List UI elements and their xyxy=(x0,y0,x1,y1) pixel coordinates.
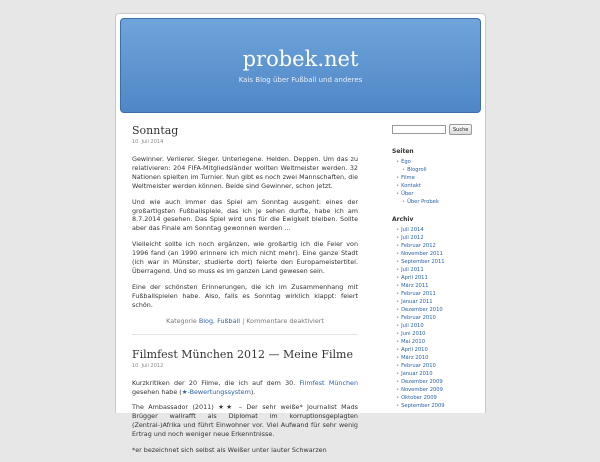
subpages-list xyxy=(396,166,478,174)
pages-widget-title: Seiten xyxy=(392,148,414,155)
archive-item[interactable] xyxy=(396,402,478,410)
bullet-icon: • xyxy=(396,275,400,281)
bullet-icon: • xyxy=(396,251,400,257)
bullet-icon: • xyxy=(396,283,400,289)
archive-link[interactable]: April 2011 xyxy=(401,275,428,281)
bullet-icon: • xyxy=(396,339,400,345)
archive-link[interactable]: November 2011 xyxy=(401,251,443,257)
text-segment: gesehen habe ( xyxy=(132,387,182,396)
post-divider xyxy=(132,334,358,335)
archive-item[interactable] xyxy=(396,234,478,242)
archive-item[interactable] xyxy=(396,354,478,362)
rating-system-link[interactable]: ★-Bewertungssystem xyxy=(181,387,251,396)
page-link[interactable]: Ego xyxy=(401,159,411,165)
subpages-list xyxy=(396,198,478,206)
archive-link[interactable]: Februar 2010 xyxy=(401,363,436,369)
bullet-icon: • xyxy=(396,259,400,265)
archive-item[interactable] xyxy=(396,338,478,346)
archive-item[interactable] xyxy=(396,282,478,290)
archive-link[interactable]: Dezember 2010 xyxy=(401,307,443,313)
bullet-icon: • xyxy=(396,379,400,385)
bullet-icon: • xyxy=(396,363,400,369)
archive-link[interactable]: Juli 2010 xyxy=(401,323,424,329)
archive-item[interactable] xyxy=(396,266,478,274)
archive-link[interactable]: September 2011 xyxy=(401,259,445,265)
archive-item[interactable] xyxy=(396,314,478,322)
archive-link[interactable]: Juli 2014 xyxy=(401,227,424,233)
archive-item[interactable] xyxy=(396,290,478,298)
page-link[interactable]: Kontakt xyxy=(401,183,421,189)
search-button[interactable]: Suche xyxy=(449,124,472,135)
page-item-kontakt[interactable] xyxy=(396,182,478,190)
bullet-icon: • xyxy=(396,355,400,361)
post-paragraph: Vielleicht sollte ich noch ergänzen, wie großartig ich die Feier von 1996 fand (an 1990 erinnere ich mich nicht mehr). Eine ganze Stadt (ich war in Münster, studierte dort) feierte den Europameistertitel. Überragend. Und so muss es im ganzen Land gewesen sein. xyxy=(132,240,358,275)
page-link[interactable]: Über xyxy=(401,191,414,197)
site-description: Kais Blog über Fußball und anderes xyxy=(238,76,363,84)
pages-list xyxy=(392,158,478,206)
page-item-ueber-probek[interactable] xyxy=(402,198,478,206)
page-item-ego[interactable] xyxy=(396,158,478,174)
category-label: Kategorie xyxy=(166,316,197,325)
post-paragraph: The Ambassador (2011) ★★ – Der sehr weiße* Journalist Mads Brügger wallrafft als Diplomat im korruptionsgeplagten (Zentral-)Afrika und führt Einwohner vor. Viel Aufwand für sehr wenig Ertrag und noch weniger neue Erkenntnisse. xyxy=(132,403,358,439)
archive-item[interactable] xyxy=(396,250,478,258)
post-meta xyxy=(132,317,358,325)
bullet-icon: • xyxy=(396,291,400,297)
archive-item[interactable] xyxy=(396,242,478,250)
sidebar xyxy=(392,124,478,420)
post xyxy=(132,348,358,455)
archive-link[interactable]: Januar 2011 xyxy=(401,299,433,305)
post-date: 10. Juli 2012 xyxy=(132,362,164,369)
post xyxy=(132,124,358,325)
bullet-icon: • xyxy=(396,403,400,409)
page-item-blogroll[interactable] xyxy=(402,166,478,174)
archive-link[interactable]: September 2009 xyxy=(401,403,445,409)
archive-link[interactable]: Oktober 2009 xyxy=(401,395,437,401)
page-link[interactable]: Blogroll xyxy=(407,167,427,173)
category-link-blog[interactable]: Blog xyxy=(198,316,214,325)
archive-item[interactable] xyxy=(396,346,478,354)
archive-link[interactable]: März 2011 xyxy=(401,283,429,289)
main-content xyxy=(132,124,358,462)
archive-item[interactable] xyxy=(396,378,478,386)
archive-item[interactable] xyxy=(396,298,478,306)
page-item-filme[interactable] xyxy=(396,174,478,182)
archive-link[interactable]: Februar 2010 xyxy=(401,315,436,321)
archive-list xyxy=(392,226,478,410)
category-link-fussball[interactable]: Fußball xyxy=(217,316,241,325)
archive-widget-title: Archiv xyxy=(392,216,414,223)
bullet-icon: • xyxy=(396,307,400,313)
site-header xyxy=(120,18,481,113)
bullet-icon: • xyxy=(396,387,400,393)
bullet-icon: • xyxy=(402,167,406,173)
post-title[interactable]: Sonntag xyxy=(132,124,179,137)
page-item-ueber[interactable] xyxy=(396,190,478,206)
search-input[interactable] xyxy=(392,125,446,134)
archive-item[interactable] xyxy=(396,322,478,330)
archive-link[interactable]: März 2010 xyxy=(401,355,429,361)
bullet-icon: • xyxy=(396,235,400,241)
archive-item[interactable] xyxy=(396,258,478,266)
filmfest-link[interactable]: Filmfest München xyxy=(299,378,358,387)
archive-item[interactable] xyxy=(396,330,478,338)
bullet-icon: • xyxy=(396,175,400,181)
archive-link[interactable]: Januar 2010 xyxy=(401,371,433,377)
bullet-icon: • xyxy=(396,331,400,337)
bullet-icon: • xyxy=(396,183,400,189)
archive-link[interactable]: Mai 2010 xyxy=(401,339,426,345)
archive-link[interactable]: Dezember 2009 xyxy=(401,379,443,385)
bullet-icon: • xyxy=(396,243,400,249)
archive-link[interactable]: November 2009 xyxy=(401,387,443,393)
archive-item[interactable] xyxy=(396,226,478,234)
page-container xyxy=(115,13,486,455)
archive-link[interactable]: Juni 2010 xyxy=(401,331,426,337)
bullet-icon: • xyxy=(396,299,400,305)
archive-link[interactable]: Juli 2011 xyxy=(401,267,424,273)
archive-item[interactable] xyxy=(396,306,478,314)
bullet-icon: • xyxy=(402,199,406,205)
bullet-icon: • xyxy=(396,347,400,353)
post-paragraph: Und wie auch immer das Spiel am Sonntag ausgeht: eines der großartigsten Fußballspiele, das ich je sehen durfte, habe ich am 8.7.2014 gesehen. Das Spiel wird uns für die Ewigkeit bleiben. Sollte aber das Finale am Sonntag gewonnen werden … xyxy=(132,197,358,233)
bullet-icon: • xyxy=(396,227,400,233)
post-date: 10. Juli 2014 xyxy=(132,139,164,145)
post-paragraph xyxy=(132,379,358,397)
archive-link[interactable]: Juli 2012 xyxy=(401,235,424,241)
archive-item[interactable] xyxy=(396,274,478,282)
bullet-icon: • xyxy=(396,159,400,165)
post-paragraph: *er bezeichnet sich selbst als Weißer unter lauter Schwarzen xyxy=(132,446,327,455)
page-link[interactable]: Filme xyxy=(401,175,415,181)
category-separator: , xyxy=(213,316,216,325)
archive-item[interactable] xyxy=(396,386,478,394)
archive-item[interactable] xyxy=(396,370,478,378)
archive-link[interactable]: April 2010 xyxy=(401,347,428,353)
archive-link[interactable]: Februar 2011 xyxy=(401,291,436,297)
site-title[interactable]: probek.net xyxy=(242,47,359,71)
bullet-icon: • xyxy=(396,371,400,377)
bullet-icon: • xyxy=(396,323,400,329)
post-title[interactable]: Filmfest München 2012 — Meine Filme xyxy=(132,347,353,361)
comments-status: | Kommentare deaktiviert xyxy=(242,316,324,325)
post-body xyxy=(132,379,358,455)
archive-item[interactable] xyxy=(396,394,478,402)
search-form xyxy=(392,124,478,135)
bullet-icon: • xyxy=(396,267,400,273)
bullet-icon: • xyxy=(396,191,400,197)
post-body xyxy=(132,155,358,310)
archive-item[interactable] xyxy=(396,362,478,370)
post-paragraph: Eine der schönsten Erinnerungen, die ich im Zusammenhang mit Fußballspielen habe. Also, falls es Sonntag wirklich klappt: feiert schön. xyxy=(132,282,358,309)
page-link[interactable]: Über Probek xyxy=(407,199,439,205)
text-segment: Kurzkritiken der 20 Filme, die ich auf dem 30. xyxy=(132,378,296,387)
text-segment: ). xyxy=(250,387,256,396)
bullet-icon: • xyxy=(396,315,400,321)
post-paragraph: Gewinner. Verlierer. Sieger. Unterlegene. Helden. Deppen. Um das zu relativieren: 204 FIFA-Mitgliedsländer wollten Weltmeister werden. 32 Nationen spielten im Turnier. Nun gibt es noch zwei Mannschaften, die Weltmeister werden können. Beide sind Gewinner, schon jetzt. xyxy=(132,155,358,190)
bullet-icon: • xyxy=(396,395,400,401)
archive-link[interactable]: Februar 2012 xyxy=(401,243,436,249)
